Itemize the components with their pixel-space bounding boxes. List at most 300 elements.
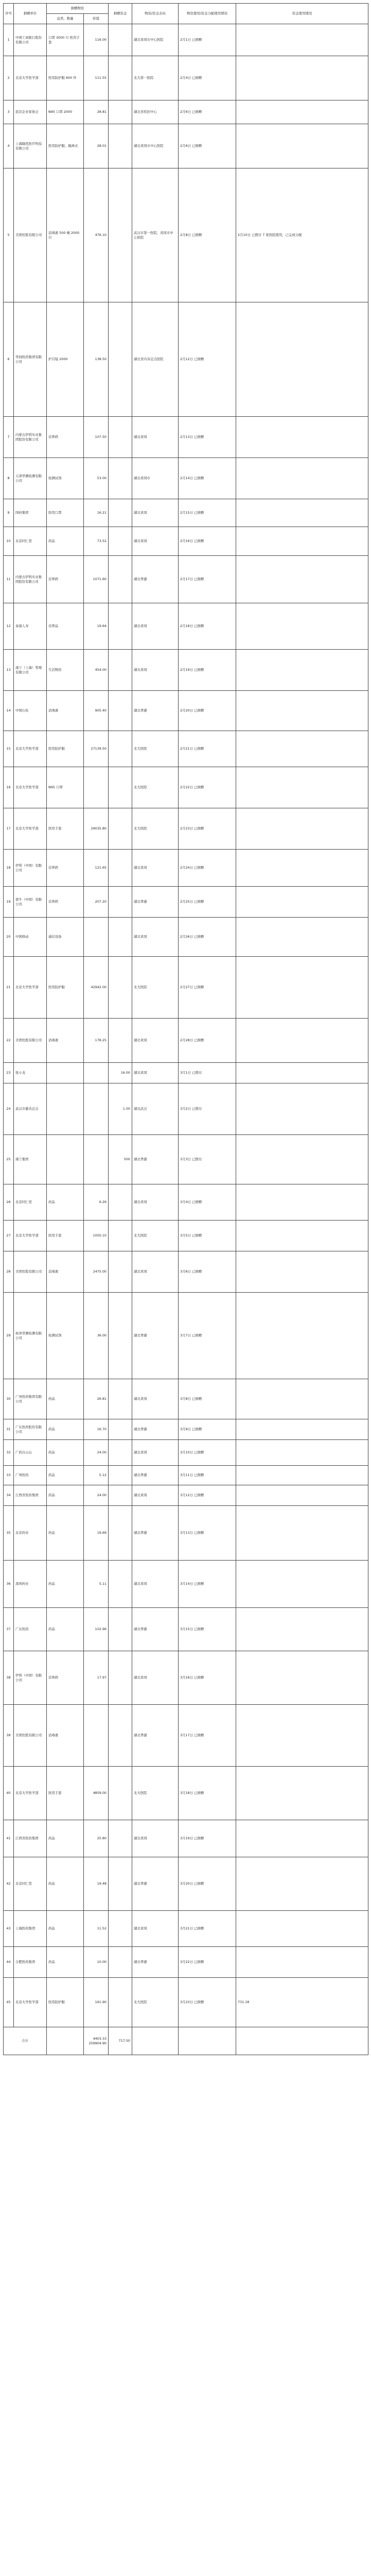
cell-buyer: 北京大学医学部 xyxy=(14,1978,47,2027)
cell-target: 北大医院 xyxy=(132,731,179,767)
cell-money xyxy=(109,1820,132,1857)
cell-money xyxy=(109,124,132,168)
cell-use: 3月9日 已捐赠 xyxy=(179,1419,236,1440)
header-no: 序号 xyxy=(4,4,14,24)
table-row xyxy=(4,1135,368,1184)
cell-buyer: 广药白云山 xyxy=(14,1440,47,1466)
cell-goods: 通信设备 xyxy=(47,918,84,957)
cell-no: 32 xyxy=(4,1440,14,1466)
cell-buyer: 北京同仁堂 xyxy=(14,1857,47,1911)
cell-note xyxy=(236,1019,368,1063)
header-money: 捐赠资金 xyxy=(109,4,132,24)
cell-goods: 药品 xyxy=(47,1561,84,1608)
cell-money xyxy=(109,499,132,527)
cell-money xyxy=(109,1221,132,1251)
cell-buyer: 广东医药股份有限公司 xyxy=(14,1419,47,1440)
cell-money xyxy=(109,1184,132,1221)
cell-value: 138.50 xyxy=(84,302,109,417)
cell-goods: 消毒液 xyxy=(47,691,84,731)
cell-note xyxy=(236,918,368,957)
cell-value: 19.69 xyxy=(84,1506,109,1561)
cell-target: 北大第一医院 xyxy=(132,56,179,100)
cell-use: 2月4日 已捐赠 xyxy=(179,56,236,100)
cell-goods: N95 口罩 2000 xyxy=(47,100,84,124)
table-row xyxy=(4,1857,368,1911)
cell-use: 3月23日 已捐赠 xyxy=(179,1978,236,2027)
cell-note xyxy=(236,1608,368,1651)
cell-goods: 营养品 xyxy=(47,603,84,650)
cell-note xyxy=(236,1767,368,1820)
totals-value-1: 4403.33 xyxy=(93,2036,107,2041)
cell-money xyxy=(109,458,132,499)
cell-value: 28.01 xyxy=(84,124,109,168)
cell-note xyxy=(236,1561,368,1608)
cell-goods: 药品 xyxy=(47,1485,84,1506)
cell-target: 湖北孝感 xyxy=(132,691,179,731)
cell-goods: 医用防护服、隔离衣 xyxy=(47,124,84,168)
cell-target: 湖北省疾控中心 xyxy=(132,100,179,124)
table-row xyxy=(4,1019,368,1063)
table-row xyxy=(4,56,368,100)
table-row xyxy=(4,808,368,850)
table-row xyxy=(4,1561,368,1608)
cell-money xyxy=(109,1485,132,1506)
cell-note xyxy=(236,1083,368,1135)
cell-use: 3月11日 已捐赠 xyxy=(179,1466,236,1485)
cell-buyer: 北京同仁堂 xyxy=(14,1184,47,1221)
cell-money xyxy=(109,302,132,417)
cell-note xyxy=(236,1705,368,1767)
cell-target: 湖北黄冈 xyxy=(132,1911,179,1947)
cell-note xyxy=(236,887,368,918)
cell-note xyxy=(236,691,368,731)
cell-money: 16.00 xyxy=(109,1063,132,1083)
cell-buyer: 上海隆优医疗科技有限公司 xyxy=(14,124,47,168)
cell-buyer: 泰康人寿 xyxy=(14,603,47,650)
cell-no: 36 xyxy=(4,1561,14,1608)
cell-value: 42942.00 xyxy=(84,957,109,1019)
cell-target: 湖北孝感 xyxy=(132,1419,179,1440)
cell-note xyxy=(236,767,368,808)
cell-target: 湖北黄冈市中心医院 xyxy=(132,24,179,56)
table-row xyxy=(4,100,368,124)
cell-use: 2月8日 已捐赠 xyxy=(179,168,236,302)
cell-use: 2月24日 已捐赠 xyxy=(179,850,236,887)
cell-buyer: 合肥医药集团 xyxy=(14,1947,47,1978)
cell-no: 37 xyxy=(4,1608,14,1651)
cell-goods: 检测试剂 xyxy=(47,458,84,499)
cell-goods: 药品 xyxy=(47,1506,84,1561)
cell-goods: 消毒液 xyxy=(47,1251,84,1293)
cell-target: 北大医院 xyxy=(132,1221,179,1251)
cell-money xyxy=(109,1767,132,1820)
cell-no: 7 xyxy=(4,417,14,458)
cell-note: 731.18 xyxy=(236,1978,368,2027)
cell-buyer: 北京大学医学部 xyxy=(14,731,47,767)
cell-use: 2月28日 已捐赠 xyxy=(179,1019,236,1063)
table-row xyxy=(4,957,368,1019)
cell-note xyxy=(236,850,368,887)
table-row xyxy=(4,1767,368,1820)
cell-value: 16.70 xyxy=(84,1419,109,1440)
cell-target: 武汉市第一医院、黄冈市中心医院 xyxy=(132,168,179,302)
table-row xyxy=(4,1820,368,1857)
cell-target: 湖北黄冈 xyxy=(132,499,179,527)
cell-use: 2月27日 已捐赠 xyxy=(179,957,236,1019)
cell-no: 15 xyxy=(4,731,14,767)
cell-no: 27 xyxy=(4,1221,14,1251)
cell-target: 湖北黄冈市中心医院 xyxy=(132,124,179,168)
cell-value: 161.90 xyxy=(84,1978,109,2027)
cell-buyer: 深圳药业 xyxy=(14,1561,47,1608)
cell-no: 2 xyxy=(4,56,14,100)
cell-use: 2月19日 已捐赠 xyxy=(179,650,236,691)
cell-buyer: 武汉市慈善总会 xyxy=(14,1083,47,1135)
cell-value: 53.00 xyxy=(84,458,109,499)
cell-money xyxy=(109,1608,132,1651)
cell-target: 湖北孝感 xyxy=(132,1608,179,1651)
cell-note xyxy=(236,124,368,168)
cell-use: 2月14日 已捐赠 xyxy=(179,458,236,499)
cell-target: 湖北省内各定点医院 xyxy=(132,302,179,417)
cell-use: 2月23日 已捐赠 xyxy=(179,808,236,850)
cell-value xyxy=(84,1705,109,1767)
cell-value xyxy=(84,1135,109,1184)
cell-money xyxy=(109,767,132,808)
cell-note xyxy=(236,1251,368,1293)
cell-no: 42 xyxy=(4,1857,14,1911)
cell-goods: 药品 xyxy=(47,1820,84,1857)
cell-no: 5 xyxy=(4,168,14,302)
cell-use: 2月6日 已捐赠 xyxy=(179,124,236,168)
table-row xyxy=(4,1485,368,1506)
cell-goods: 消毒液 500 桶 2000 只 xyxy=(47,168,84,302)
cell-note xyxy=(236,527,368,556)
table-row xyxy=(4,1608,368,1651)
cell-goods: 药品 xyxy=(47,1857,84,1911)
cell-value xyxy=(84,918,109,957)
cell-goods: 营养奶 xyxy=(47,417,84,458)
cell-note xyxy=(236,603,368,650)
cell-value: 116.00 xyxy=(84,24,109,56)
cell-money xyxy=(109,887,132,918)
cell-goods: 医用手套 xyxy=(47,808,84,850)
cell-target: 湖北黄冈 xyxy=(132,850,179,887)
cell-money xyxy=(109,1978,132,2027)
table-row xyxy=(4,24,368,56)
cell-money xyxy=(109,1440,132,1466)
cell-value: 5.12 xyxy=(84,1466,109,1485)
cell-use: 3月20日 已捐赠 xyxy=(179,1857,236,1911)
cell-value: 11.52 xyxy=(84,1911,109,1947)
cell-goods xyxy=(47,1083,84,1135)
cell-goods: 消毒液 xyxy=(47,1019,84,1063)
cell-use: 3月2日 已拨付 xyxy=(179,1083,236,1135)
cell-use: 3月13日 已捐赠 xyxy=(179,1506,236,1561)
cell-no: 31 xyxy=(4,1419,14,1440)
cell-use: 3月14日 已捐赠 xyxy=(179,1561,236,1608)
cell-goods: 营养奶 xyxy=(47,556,84,603)
table-row xyxy=(4,499,368,527)
header-goods-name: 品类、数量 xyxy=(47,14,84,24)
table-row xyxy=(4,1705,368,1767)
cell-value: 29035.80 xyxy=(84,808,109,850)
cell-use: 2月25日 已捐赠 xyxy=(179,887,236,918)
cell-use: 3月18日 已捐赠 xyxy=(179,1767,236,1820)
cell-target: 北大医院 xyxy=(132,957,179,1019)
cell-goods: 护目镜 2000 xyxy=(47,302,84,417)
cell-money xyxy=(109,1251,132,1293)
table-row xyxy=(4,918,368,957)
cell-no: 19 xyxy=(4,887,14,918)
cell-money xyxy=(109,731,132,767)
table-row xyxy=(4,1440,368,1466)
cell-use: 2月15日 已捐赠 xyxy=(179,499,236,527)
cell-value: 36.00 xyxy=(84,1293,109,1379)
cell-value: 28.81 xyxy=(84,100,109,124)
cell-value: 19.48 xyxy=(84,1857,109,1911)
cell-no: 39 xyxy=(4,1705,14,1767)
cell-value: 25.80 xyxy=(84,1820,109,1857)
table-row xyxy=(4,1221,368,1251)
cell-note xyxy=(236,1857,368,1911)
cell-buyer: 中国工商银行股份有限公司 xyxy=(14,24,47,56)
cell-money xyxy=(109,1651,132,1705)
cell-money xyxy=(109,1466,132,1485)
totals-note xyxy=(236,2027,368,2055)
cell-target: 湖北孝感 xyxy=(132,1293,179,1379)
cell-use: 2月1日 已捐赠 xyxy=(179,24,236,56)
cell-buyer: 北京大学医学部 xyxy=(14,1221,47,1251)
cell-no: 4 xyxy=(4,124,14,168)
cell-value: 73.52 xyxy=(84,527,109,556)
cell-value xyxy=(84,1083,109,1135)
cell-no: 3 xyxy=(4,100,14,124)
cell-use: 3月4日 已捐赠 xyxy=(179,1184,236,1221)
cell-buyer: 美团控股有限公司 xyxy=(14,1251,47,1293)
cell-target: 北大医院 xyxy=(132,808,179,850)
cell-money xyxy=(109,556,132,603)
cell-no: 25 xyxy=(4,1135,14,1184)
cell-no: 45 xyxy=(4,1978,14,2027)
cell-buyer: 美团控股有限公司 xyxy=(14,1705,47,1767)
cell-money: 1.00 xyxy=(109,1083,132,1135)
cell-buyer: 广州医药 xyxy=(14,1466,47,1485)
cell-goods: 医用防护服 600 件 xyxy=(47,56,84,100)
header-buyer: 捐赠单位 xyxy=(14,4,47,24)
cell-money xyxy=(109,417,132,458)
cell-goods: 营养奶 xyxy=(47,1651,84,1705)
cell-target: 湖北孝感 xyxy=(132,556,179,603)
cell-use: 2月21日 已捐赠 xyxy=(179,731,236,767)
cell-value: 6.26 xyxy=(84,1184,109,1221)
cell-value: 10.00 xyxy=(84,1947,109,1978)
cell-no: 12 xyxy=(4,603,14,650)
cell-goods: 药品 xyxy=(47,1947,84,1978)
cell-target: 湖北孝感 xyxy=(132,1947,179,1978)
cell-money xyxy=(109,1911,132,1947)
cell-target: 湖北黄冈 xyxy=(132,1651,179,1705)
cell-target: 湖北黄冈 xyxy=(132,1251,179,1293)
cell-target: 北大医院 xyxy=(132,767,179,808)
cell-use: 3月3日 已拨付 xyxy=(179,1135,236,1184)
cell-note xyxy=(236,302,368,417)
cell-note xyxy=(236,499,368,527)
cell-buyer: 美团控股有限公司 xyxy=(14,168,47,302)
cell-buyer: 张小龙 xyxy=(14,1063,47,1083)
table-row xyxy=(4,556,368,603)
cell-buyer: 北京药业 xyxy=(14,1506,47,1561)
cell-value: 1071.60 xyxy=(84,556,109,603)
cell-no: 14 xyxy=(4,691,14,731)
cell-no: 11 xyxy=(4,556,14,603)
cell-note xyxy=(236,1184,368,1221)
cell-goods: 医用手套 xyxy=(47,1767,84,1820)
cell-note xyxy=(236,1911,368,1947)
cell-use: 3月5日 已捐赠 xyxy=(179,1221,236,1251)
cell-no: 16 xyxy=(4,767,14,808)
cell-target: 湖北黄冈 xyxy=(132,918,179,957)
cell-goods: 营养奶 xyxy=(47,850,84,887)
cell-buyer: 华润医药集团有限公司 xyxy=(14,302,47,417)
table-row xyxy=(4,650,368,691)
cell-target: 湖北黄冈 xyxy=(132,1485,179,1506)
table-row xyxy=(4,691,368,731)
cell-buyer: 康宁（上海）管理有限公司 xyxy=(14,650,47,691)
table-row xyxy=(4,1251,368,1293)
cell-no: 28 xyxy=(4,1251,14,1293)
cell-money xyxy=(109,603,132,650)
cell-no: 30 xyxy=(4,1379,14,1419)
cell-goods: 药品 xyxy=(47,527,84,556)
cell-money xyxy=(109,168,132,302)
cell-note xyxy=(236,1293,368,1379)
cell-no: 17 xyxy=(4,808,14,850)
cell-buyer: 北京大学医学部 xyxy=(14,56,47,100)
totals-use xyxy=(179,2027,236,2055)
table-row xyxy=(4,417,368,458)
cell-buyer: 蒙牛（中国）有限公司 xyxy=(14,887,47,918)
cell-target: 湖北黄冈 xyxy=(132,417,179,458)
table-row xyxy=(4,527,368,556)
cell-goods: 检测试剂 xyxy=(47,1293,84,1379)
cell-note xyxy=(236,1485,368,1506)
cell-value xyxy=(84,1063,109,1083)
cell-buyer: 杭州华测检测有限公司 xyxy=(14,1293,47,1379)
cell-use: 3月1日 已拨付 xyxy=(179,1063,236,1083)
cell-money xyxy=(109,1019,132,1063)
cell-use: 3月15日 已捐赠 xyxy=(179,1608,236,1651)
cell-no: 1 xyxy=(4,24,14,56)
cell-buyer: 伊利（中国）有限公司 xyxy=(14,850,47,887)
cell-no: 34 xyxy=(4,1485,14,1506)
cell-note xyxy=(236,1221,368,1251)
cell-buyer: 广东医药 xyxy=(14,1608,47,1651)
table-row xyxy=(4,1184,368,1221)
cell-money xyxy=(109,24,132,56)
cell-goods: 药品 xyxy=(47,1440,84,1466)
cell-note xyxy=(236,1651,368,1705)
cell-buyer: 内蒙古伊利实业集团股份有限公司 xyxy=(14,417,47,458)
table-row xyxy=(4,1466,368,1485)
cell-note xyxy=(236,650,368,691)
header-goods-group: 捐赠物资 xyxy=(47,4,109,14)
cell-money xyxy=(109,1506,132,1561)
cell-note xyxy=(236,56,368,100)
cell-money xyxy=(109,1857,132,1911)
cell-buyer: 北京同仁堂 xyxy=(14,527,47,556)
cell-money xyxy=(109,1293,132,1379)
cell-target: 湖北黄冈 xyxy=(132,1440,179,1466)
cell-buyer: 民营企业家协会 xyxy=(14,100,47,124)
table-row xyxy=(4,1947,368,1978)
cell-value: 5.11 xyxy=(84,1561,109,1608)
table-row xyxy=(4,850,368,887)
cell-target: 湖北孝感 xyxy=(132,1466,179,1485)
cell-value: 27139.50 xyxy=(84,731,109,767)
cell-note xyxy=(236,1135,368,1184)
cell-target: 湖北武汉 xyxy=(132,1083,179,1135)
cell-goods: 医用手套 xyxy=(47,1221,84,1251)
cell-buyer: 北京大学医学部 xyxy=(14,957,47,1019)
cell-note xyxy=(236,556,368,603)
cell-use: 2月16日 已捐赠 xyxy=(179,527,236,556)
cell-use: 2月6日 已捐赠 xyxy=(179,100,236,124)
table-row xyxy=(4,1063,368,1083)
cell-target: 湖北孝感 xyxy=(132,1705,179,1767)
cell-buyer: 中国石化 xyxy=(14,691,47,731)
cell-goods: 药品 xyxy=(47,1911,84,1947)
totals-target xyxy=(132,2027,179,2055)
cell-buyer: 上海医药集团 xyxy=(14,1911,47,1947)
cell-buyer: 江西省医药集团 xyxy=(14,1485,47,1506)
cell-buyer: 美团控股有限公司 xyxy=(14,1019,47,1063)
cell-no: 20 xyxy=(4,918,14,957)
cell-note xyxy=(236,458,368,499)
cell-use: 3月12日 已捐赠 xyxy=(179,1485,236,1506)
table-row xyxy=(4,1083,368,1135)
table-row xyxy=(4,124,368,168)
cell-no: 44 xyxy=(4,1947,14,1978)
cell-target: 湖北黄冈 xyxy=(132,1561,179,1608)
cell-value: 476.10 xyxy=(84,168,109,302)
cell-note xyxy=(236,1947,368,1978)
cell-value: 2475.00 xyxy=(84,1251,109,1293)
cell-target: 湖北黄冈 xyxy=(132,1019,179,1063)
header-note: 资金使用情况 xyxy=(236,4,368,24)
cell-no: 23 xyxy=(4,1063,14,1083)
cell-money xyxy=(109,100,132,124)
cell-buyer: 国药集团 xyxy=(14,499,47,527)
cell-note xyxy=(236,731,368,767)
cell-money xyxy=(109,1419,132,1440)
cell-note xyxy=(236,417,368,458)
table-row xyxy=(4,1419,368,1440)
cell-money xyxy=(109,1561,132,1608)
cell-target: 湖北黄冈 xyxy=(132,1184,179,1221)
cell-value: 454.00 xyxy=(84,650,109,691)
cell-target: 湖北黄冈 xyxy=(132,650,179,691)
cell-no: 22 xyxy=(4,1019,14,1063)
cell-use: 3月10日 已捐赠 xyxy=(179,1440,236,1466)
cell-use: 2月12日 已捐赠 xyxy=(179,302,236,417)
cell-no: 13 xyxy=(4,650,14,691)
cell-no: 40 xyxy=(4,1767,14,1820)
cell-buyer: 康宁集团 xyxy=(14,1135,47,1184)
cell-target: 北大医院 xyxy=(132,1978,179,2027)
cell-note xyxy=(236,1466,368,1485)
cell-use: 2月20日 已捐赠 xyxy=(179,691,236,731)
